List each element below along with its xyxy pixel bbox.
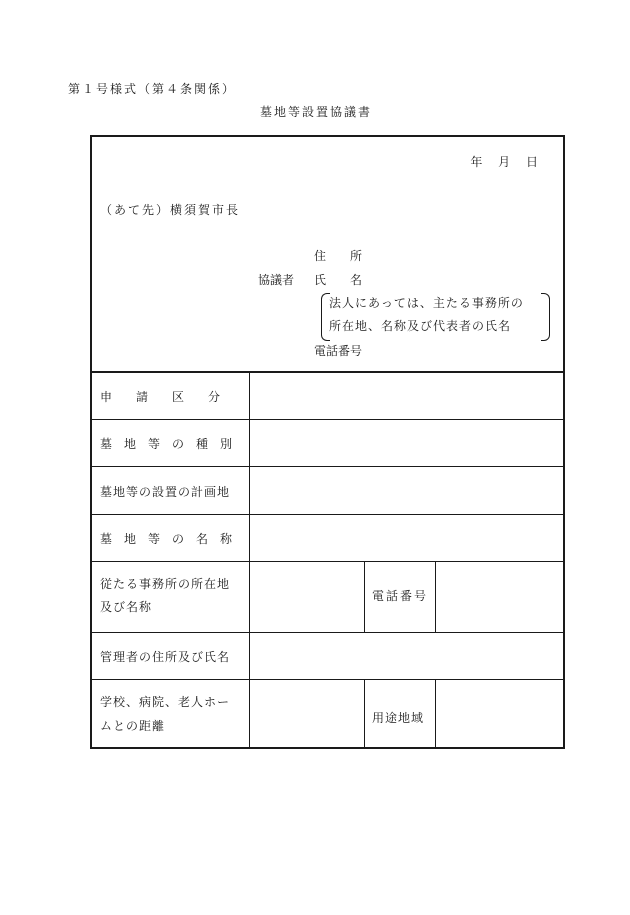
corp-note-line2: 所在地、名称及び代表者の氏名 xyxy=(329,319,512,333)
row-divider xyxy=(92,679,563,680)
row-divider xyxy=(92,632,563,633)
form-table xyxy=(90,135,565,749)
row-label-office-location-2: 及び名称 xyxy=(100,600,153,614)
row-label-cemetery-kind: 墓 地 等 の 種 別 xyxy=(100,437,233,451)
row-divider xyxy=(92,466,563,467)
row-divider xyxy=(92,419,563,420)
zoning-label: 用途地域 xyxy=(372,711,425,725)
row-divider xyxy=(92,561,563,562)
date-field[interactable]: 年 月 日 xyxy=(470,155,538,169)
applicant-role-label: 協議者 xyxy=(258,273,295,287)
row-label-office-location-1: 従たる事務所の所在地 xyxy=(100,577,231,591)
phone-value-divider xyxy=(435,561,436,632)
bracket-right xyxy=(541,293,550,341)
zoning-value-divider xyxy=(435,679,436,749)
document-title: 墓地等設置協議書 xyxy=(260,105,373,119)
form-number: 第１号様式（第４条関係） xyxy=(68,82,237,96)
row-label-application-type: 申 請 区 分 xyxy=(100,390,221,404)
row-label-distance-1: 学校、病院、老人ホー xyxy=(100,695,231,709)
name-label: 氏 名 xyxy=(314,273,363,287)
address-label: 住 所 xyxy=(314,249,363,263)
corp-note-line1: 法人にあっては、主たる事務所の xyxy=(329,296,524,310)
row-label-cemetery-name: 墓 地 等 の 名 称 xyxy=(100,532,233,546)
phone-label: 電話番号 xyxy=(314,344,363,358)
phone-column-divider xyxy=(364,561,365,632)
zoning-column-divider xyxy=(364,679,365,749)
label-column-divider xyxy=(249,372,250,749)
row-divider xyxy=(92,371,563,373)
row-label-manager: 管理者の住所及び氏名 xyxy=(100,650,231,664)
addressee: （あて先）横須賀市長 xyxy=(100,203,241,217)
phone-number-label: 電話番号 xyxy=(372,589,429,603)
row-label-planned-site: 墓地等の設置の計画地 xyxy=(100,485,231,499)
row-label-distance-2: ムとの距離 xyxy=(100,719,166,733)
row-divider xyxy=(92,514,563,515)
